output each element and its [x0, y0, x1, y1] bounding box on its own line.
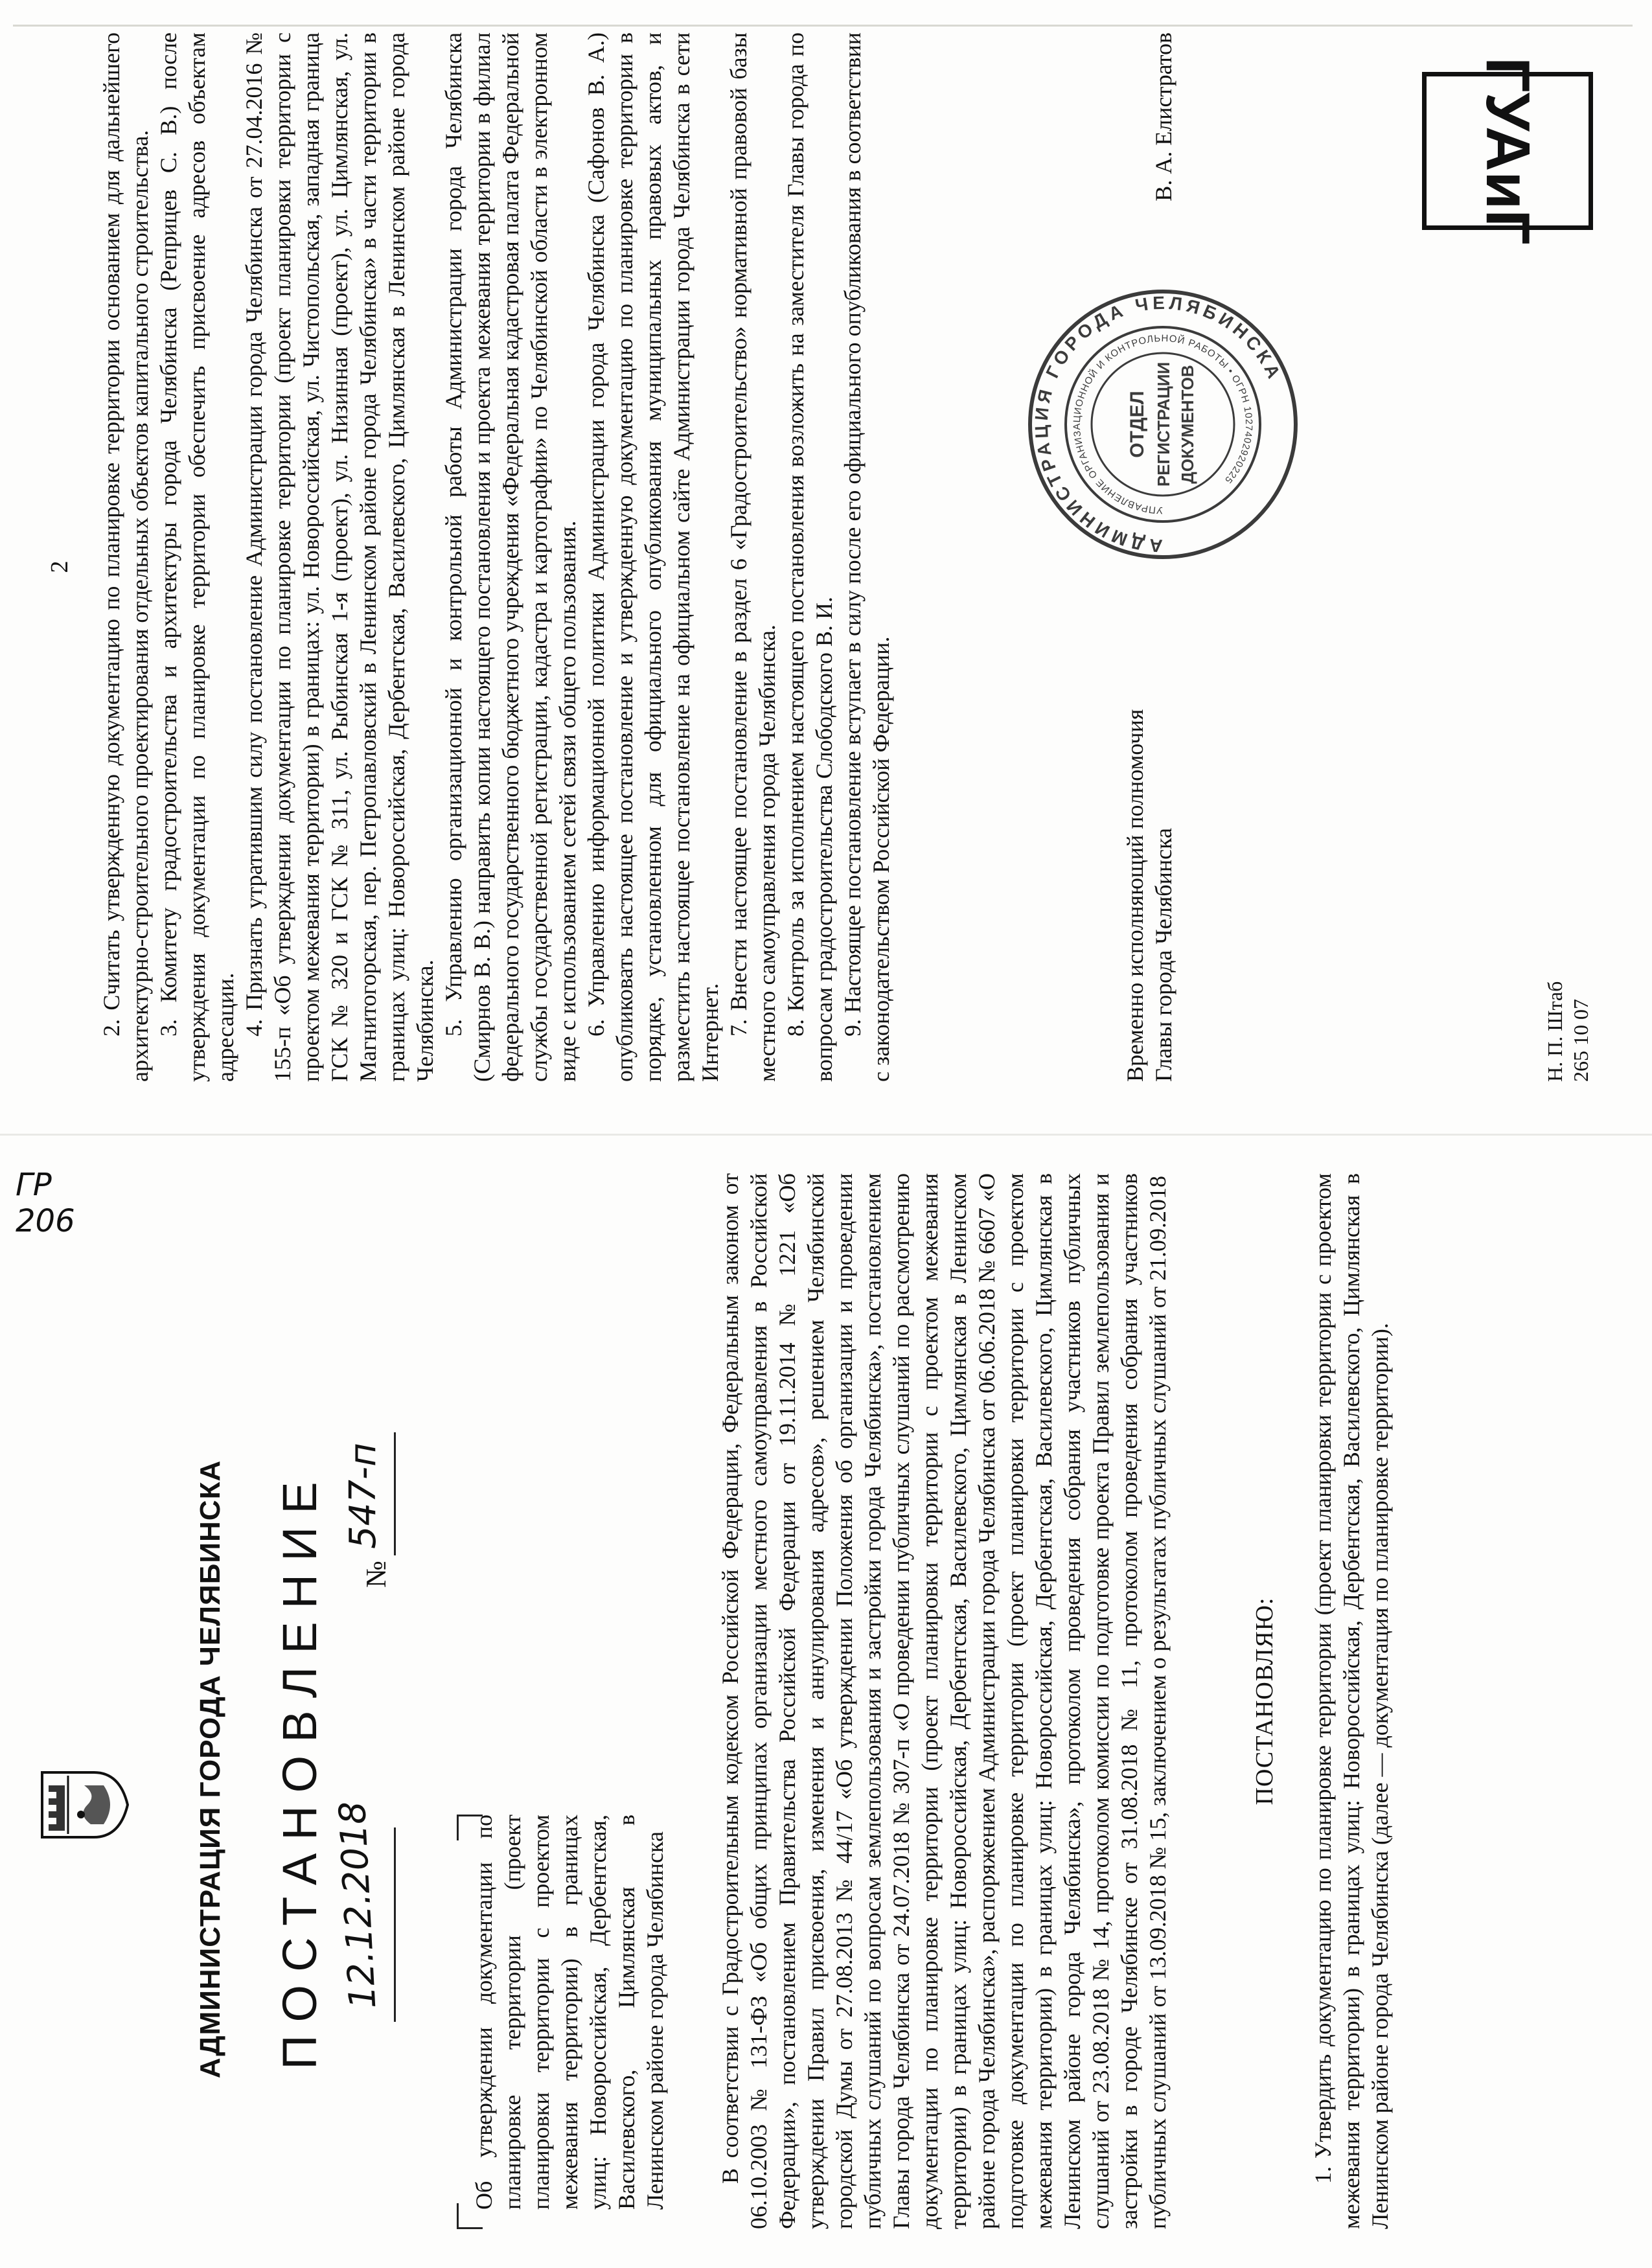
decree-item-6: 6. Управлению информационной политики Администрации города Челябинска (Сафонов В. А.) опубликовать настоящее постановление и утвержденную документацию по планировке территории в порядке, установленном для официального опубликования муниципальных правовых актов, и разместить настоящее постановление на официальном сайте Администрации города Челябинска в сети Интернет.	[583, 32, 723, 1082]
stamp-center-line: ДОКУМЕНТОВ	[1178, 365, 1197, 484]
executor-phone: 265 10 07	[1569, 999, 1592, 1082]
executor-info	[1542, 981, 1594, 1082]
handwritten-corner-mark: ГР 206	[16, 1167, 75, 1239]
department-corner-stamp: ГУАиГ	[1422, 72, 1593, 230]
document-type-heading: ПОСТАНОВЛЕНИЕ	[273, 1469, 327, 2070]
signatory-name: В. А. Елистратов	[1151, 32, 1176, 201]
document-subject: Об утверждении документации по планировке территории (проект планировки территории с проектом межевания территории) в границах улиц: Новороссийская, Дербентская, Василевского, Цимлянская в Ленинском районе города Челябинска	[471, 1815, 668, 2210]
page-one	[0, 1134, 1652, 2268]
number-underline	[394, 1432, 396, 1555]
document-date: 12.12.2018	[331, 1800, 385, 2010]
subject-bracket	[457, 2203, 459, 2229]
decree-items	[97, 32, 895, 1082]
decree-item-1: 1. Утвердить документацию по планировке территории (проект планировки территории с проектом межевания территории) в границах улиц: Новороссийская, Дербентская, Василевского, Цимлянская в Ленинском районе города Челябинска (далее — документация по планировке территории).	[1310, 1173, 1393, 2229]
scan-edge-artifact	[13, 25, 1633, 27]
stamp-outer-text: АДМИНИСТРАЦИЯ ГОРОДА ЧЕЛЯБИНСКА	[1031, 292, 1286, 556]
subject-bracket	[457, 1815, 459, 1840]
organization-name: АДМИНИСТРАЦИЯ ГОРОДА ЧЕЛЯБИНСКА	[194, 1460, 226, 2079]
decree-heading: ПОСТАНОВЛЯЮ:	[1251, 1597, 1278, 1805]
decree-item-3: 3. Комитету градостроительства и архитектуры города Челябинска (Реприцев С. В.) после утверждения документации по планировке территории обеспечить присвоение адресов объектам адресации.	[155, 32, 238, 1082]
executor-name: Н. П. Штаб	[1543, 981, 1566, 1082]
document-number: 547-п	[342, 1443, 384, 1549]
signatory-title-line2: Главы города Челябинска	[1151, 827, 1176, 1082]
signature-block	[1121, 32, 1178, 1082]
stamp-center-line: РЕГИСТРАЦИИ	[1154, 361, 1173, 487]
page-divider	[0, 1134, 1652, 1136]
stamp-inner-text: УПРАВЛЕНИЕ ОРГАНИЗАЦИОННОЙ И КОНТРОЛЬНОЙ РАБОТЫ • ОГРН 1027402920225	[1071, 332, 1255, 516]
decree-item-9: 9. Настоящее постановление вступает в силу после его официального опубликования в соответствии с законодательством Российской Федерации.	[840, 32, 894, 1082]
page-number: 2	[46, 560, 73, 573]
date-underline	[394, 1827, 396, 2022]
decree-item-5: 5. Управлению организационной и контрольной работы Администрации города Челябинска (Смирнов В. В.) направить копии настоящего постановления и проекта межевания территории в филиал федерального государственного бюджетного учреждения «Федеральная кадастровая палата Федеральной службы государственной регистрации, кадастра и картографии» по Челябинской области в электронном виде с использованием сетей связи общего пользования.	[441, 32, 580, 1082]
decree-item-2: 2. Считать утвержденную документацию по планировке территории основанием для дальнейшего архитектурно-строительного проектирования отдельных объектов капитального строительства.	[98, 32, 153, 1082]
stamp-center-line: ОТДЕЛ	[1127, 391, 1148, 458]
signatory-title-line1: Временно исполняющий полномочия	[1122, 709, 1148, 1082]
preamble-paragraph: В соответствии с Градостроительным кодексом Российской Федерации, Федеральным законом от 06.10.2003 № 131-ФЗ «Об общих принципах организации местного самоуправления в Российской Федерации», постановлением Правительства Российской Федерации от 19.11.2014 № 1221 «Об утверждении Правил присвоения, изменения и аннулирования адресов», решением Челябинской городской Думы от 27.08.2013 № 44/17 «Об утверждении Положения об организации и проведении публичных слушаний по вопросам землепользования и застройки города Челябинска», постановлением Главы города Челябинска от 24.07.2018 № 307-п «О проведении публичных слушаний по рассмотрению документации по планировке территории (проект планировки территории с проектом межевания территории) в границах улиц: Новороссийская, Дербентская, Василевского, Цимлянская в Ленинском районе города Челябинска», распоряжением Администрации города Челябинска от 06.06.2018 № 6607 «О подготовке документации по планировке территории (проект планировки территории с проектом межевания территории) в границах улиц: Новороссийская, Дербентская, Василевского, Цимлянская в Ленинском районе города Челябинска», протоколом проведения собрания участников публичных слушаний от 23.08.2018 № 14, протоколом комиссии по подготовке проекта Правил землепользования и застройки в городе Челябинске от 31.08.2018 № 11, протоколом проведения собрания участников публичных слушаний от 13.09.2018 № 15, заключением о результатах публичных слушаний от 21.09.2018	[717, 1173, 1171, 2229]
decree-item-4: 4. Признать утратившим силу постановление Администрации города Челябинска от 27.04.2016 № 155-п «Об утверждении документации по планировке территории (проект планировки территории с проектом межевания территории) в границах: ул. Новороссийская, ул. Чистопольская, западная граница ГСК № 320 и ГСК № 311, ул. Рыбинская 1-я (проект), ул. Низинная (проект), ул. Цимлянская, ул. Магнитогорская, пер. Петропавловский в Ленинском районе города Челябинска» в части территории в границах улиц: Новороссийская, Дербентская, Василевского, Цимлянская в Ленинском районе города Челябинска.	[241, 32, 438, 1082]
city-coat-of-arms-icon	[39, 1769, 130, 1840]
number-label: №	[360, 1561, 392, 1588]
decree-item-7: 7. Внести настоящее постановление в раздел 6 «Градостроительство» нормативной правовой базы местного самоуправления города Челябинска.	[726, 32, 780, 1082]
decree-item-8: 8. Контроль за исполнением настоящего постановления возложить на заместителя Главы города по вопросам градостроительства Слободского В. И.	[783, 32, 837, 1082]
subject-bracket	[457, 2227, 483, 2229]
